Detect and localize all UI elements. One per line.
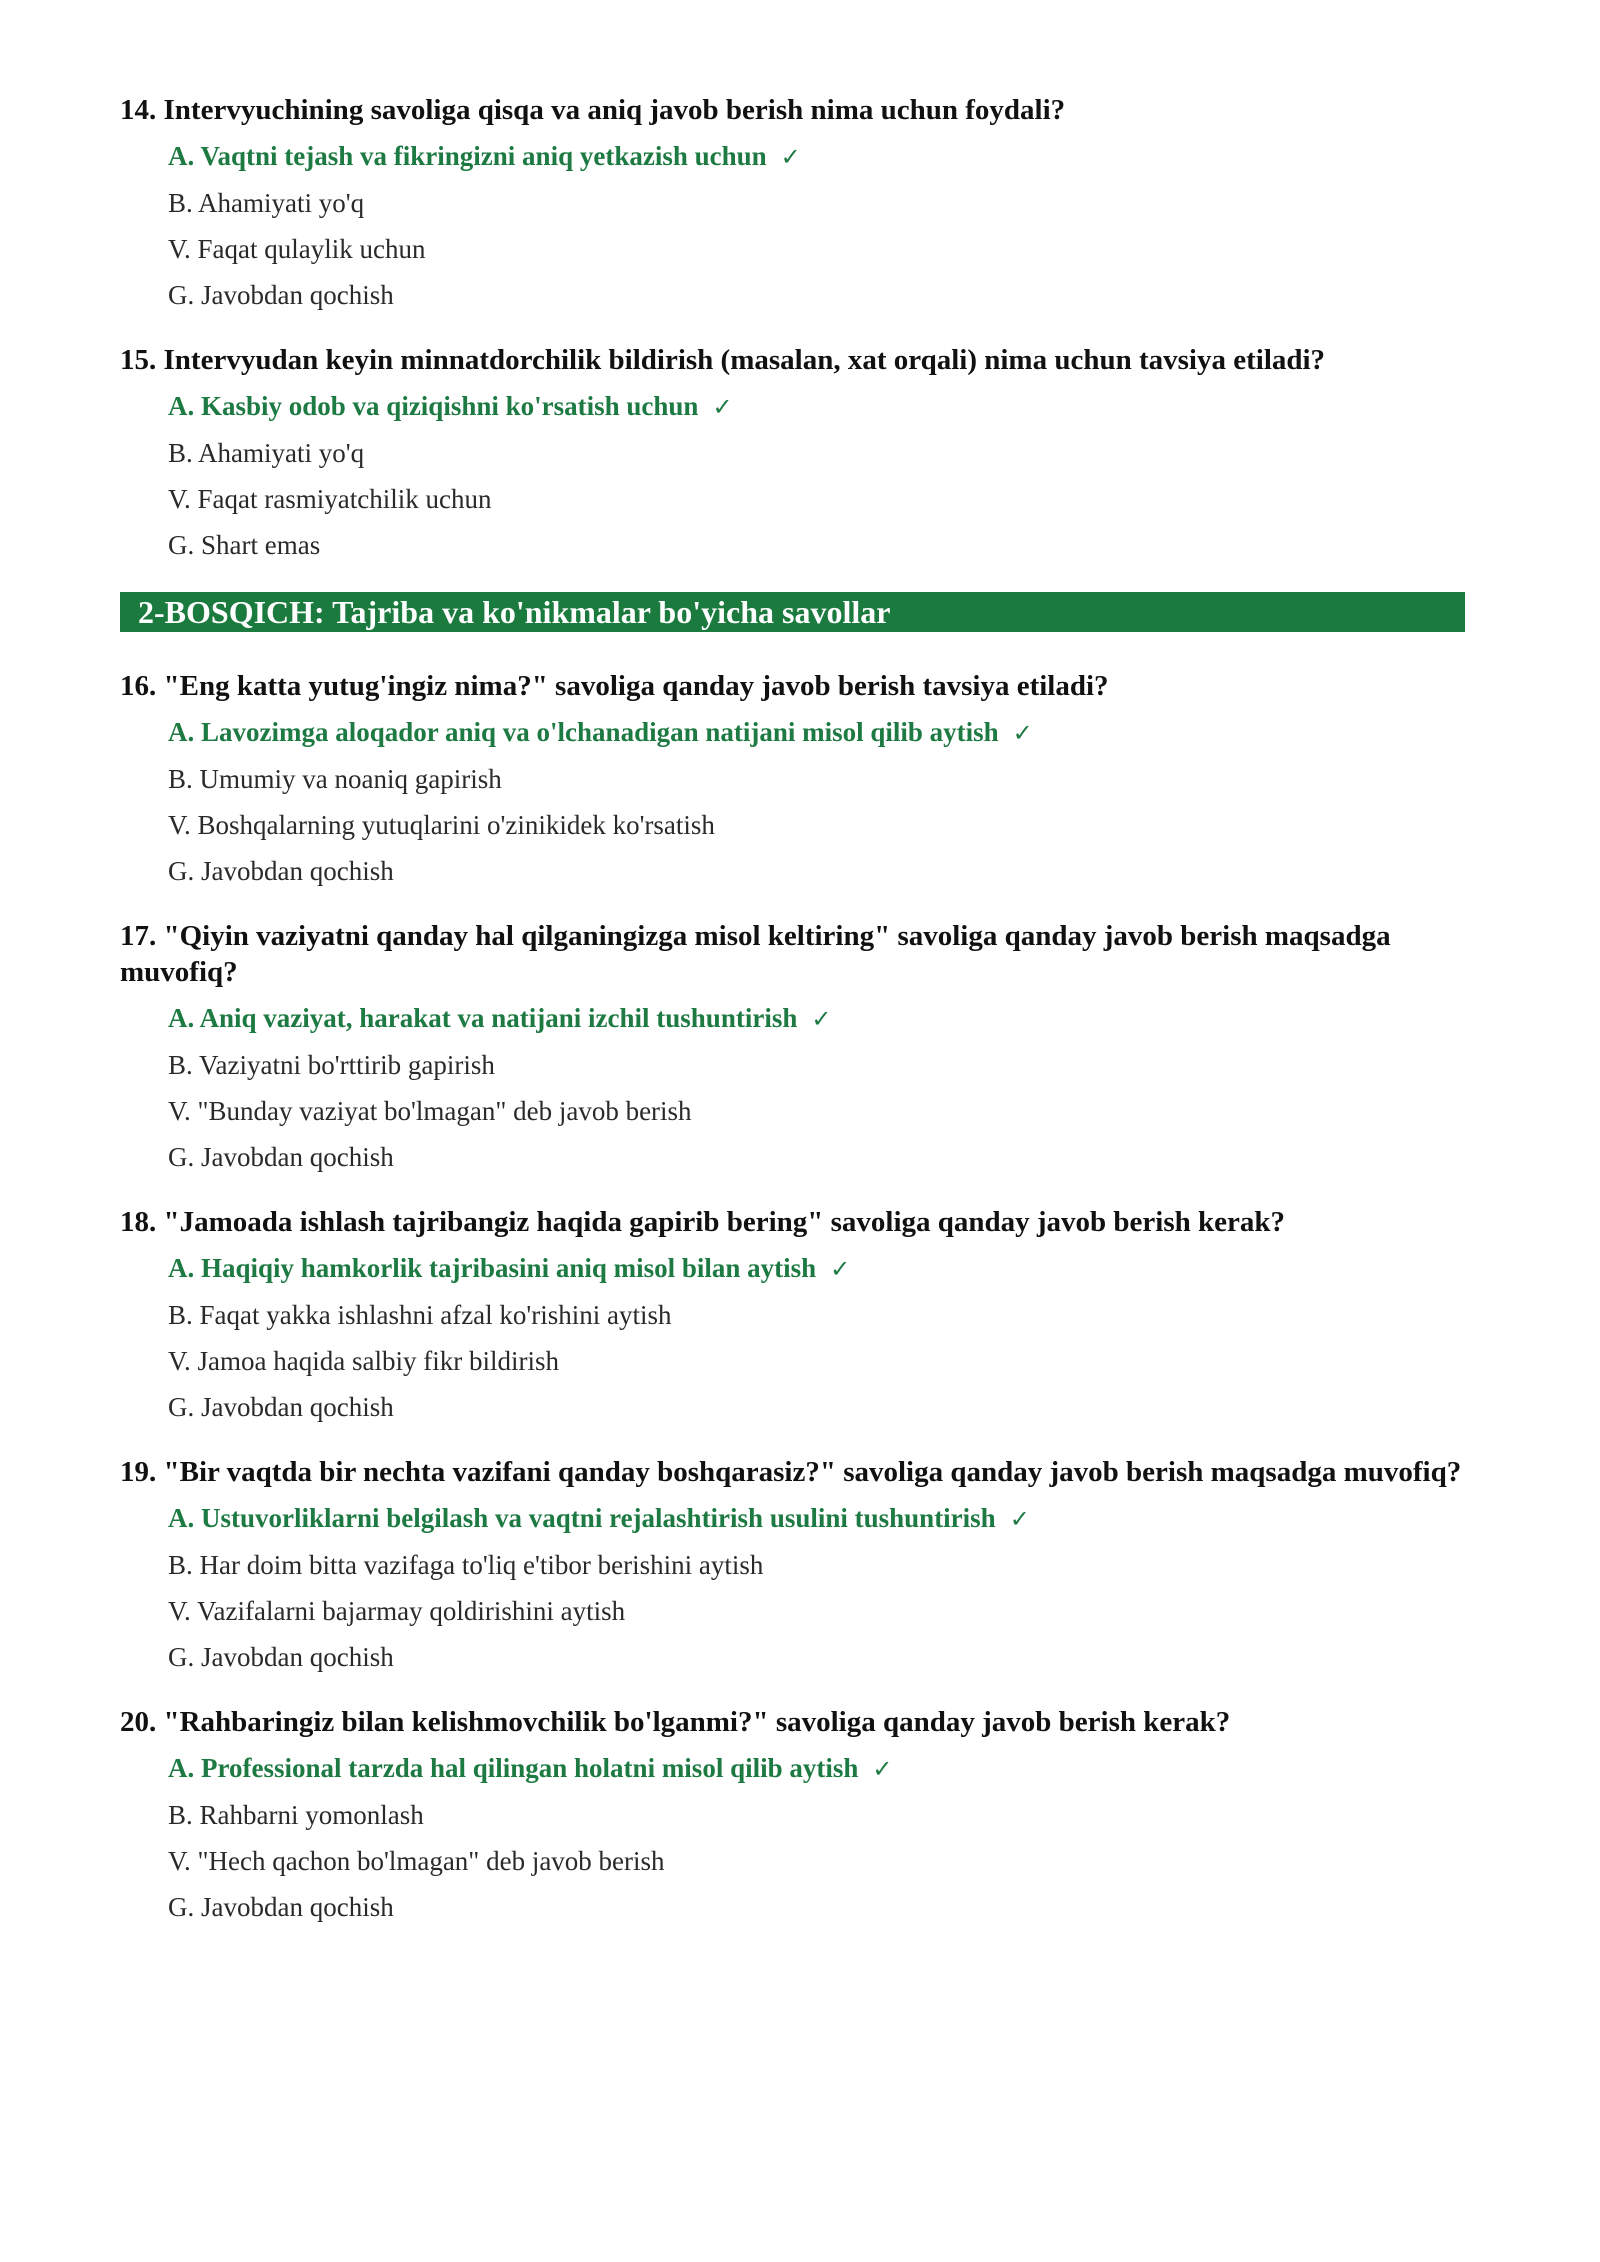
check-icon: ✓ [780,143,801,171]
question-block [120,1704,1465,1924]
answer-option-label: B. Faqat yakka ishlashni afzal ko'rishini aytish [168,1300,672,1330]
answer-option-label: V. Boshqalarning yutuqlarini o'zinikidek ko'rsatish [168,810,715,840]
answer-option-label: A. Vaqtni tejash va fikringizni aniq yetkazish uchun [168,141,767,171]
answer-option-label: G. Javobdan qochish [168,1392,394,1422]
answer-option-label: G. Javobdan qochish [168,1642,394,1672]
answer-option-label: A. Aniq vaziyat, harakat va natijani izchil tushuntirish [168,1003,798,1033]
check-icon: ✓ [830,1255,851,1283]
correct-answer-option [168,1501,1465,1536]
check-icon: ✓ [1012,719,1033,747]
quiz-page [120,92,1465,1954]
question-block [120,342,1465,562]
question-block [120,668,1465,888]
correct-answer-option [168,715,1465,750]
answer-option [168,854,1465,888]
correct-answer-option [168,1001,1465,1036]
answer-option [168,1298,1465,1332]
answer-option-label: V. "Bunday vaziyat bo'lmagan" deb javob berish [168,1096,692,1126]
answer-option [168,1548,1465,1582]
answer-option-label: V. "Hech qachon bo'lmagan" deb javob berish [168,1846,665,1876]
answer-option [168,482,1465,516]
answer-option [168,186,1465,220]
answer-option-label: G. Javobdan qochish [168,856,394,886]
answer-option [168,1344,1465,1378]
answer-options [120,389,1465,562]
question-block [120,918,1465,1174]
question-title: 14. Intervyuchining savoliga qisqa va aniq javob berish nima uchun foydali? [120,94,1066,126]
answer-option [168,528,1465,562]
question-block [120,1454,1465,1674]
answer-option [168,1594,1465,1628]
answer-option-label: B. Har doim bitta vazifaga to'liq e'tibor berishini aytish [168,1550,764,1580]
answer-option [168,1640,1465,1674]
answer-options [120,139,1465,312]
question-block [120,92,1465,312]
answer-option-label: A. Haqiqiy hamkorlik tajribasini aniq misol bilan aytish [168,1253,817,1283]
answer-option-label: B. Ahamiyati yo'q [168,188,365,218]
section-banner: 2-BOSQICH: Tajriba va ko'nikmalar bo'yicha savollar [120,592,1465,632]
answer-option-label: V. Jamoa haqida salbiy fikr bildirish [168,1346,559,1376]
answer-option-label: B. Ahamiyati yo'q [168,438,365,468]
correct-answer-option [168,139,1465,174]
answer-option [168,278,1465,312]
answer-option-label: B. Vaziyatni bo'rttirib gapirish [168,1050,495,1080]
answer-option [168,1048,1465,1082]
check-icon: ✓ [811,1005,832,1033]
answer-option-label: V. Faqat rasmiyatchilik uchun [168,484,492,514]
answer-options [120,715,1465,888]
answer-option [168,232,1465,266]
check-icon: ✓ [872,1755,893,1783]
answer-option-label: V. Faqat qulaylik uchun [168,234,426,264]
answer-option-label: B. Rahbarni yomonlash [168,1800,424,1830]
question-title: 18. "Jamoada ishlash tajribangiz haqida gapirib bering" savoliga qanday javob berish kerak? [120,1206,1286,1238]
answer-option-label: G. Javobdan qochish [168,280,394,310]
check-icon: ✓ [712,393,733,421]
correct-answer-option [168,389,1465,424]
answer-option-label: A. Professional tarzda hal qilingan holatni misol qilib aytish [168,1753,859,1783]
answer-option [168,436,1465,470]
check-icon: ✓ [1009,1505,1030,1533]
answer-option-label: A. Lavozimga aloqador aniq va o'lchanadigan natijani misol qilib aytish [168,717,999,747]
question-title: 19. "Bir vaqtda bir nechta vazifani qanday boshqarasiz?" savoliga qanday javob berish maqsadga muvofiq? [120,1456,1462,1488]
answer-option [168,1094,1465,1128]
answer-option-label: A. Ustuvorliklarni belgilash va vaqtni rejalashtirish usulini tushuntirish [168,1503,996,1533]
answer-option [168,1798,1465,1832]
answer-option-label: G. Javobdan qochish [168,1142,394,1172]
answer-option [168,1844,1465,1878]
answer-option-label: V. Vazifalarni bajarmay qoldirishini aytish [168,1596,626,1626]
answer-option-label: B. Umumiy va noaniq gapirish [168,764,502,794]
answer-option-label: G. Shart emas [168,530,321,560]
answer-option-label: G. Javobdan qochish [168,1892,394,1922]
answer-option [168,808,1465,842]
answer-options [120,1001,1465,1174]
answer-options [120,1501,1465,1674]
answer-options [120,1251,1465,1424]
answer-option-label: A. Kasbiy odob va qiziqishni ko'rsatish uchun [168,391,699,421]
answer-options [120,1751,1465,1924]
question-title: 20. "Rahbaringiz bilan kelishmovchilik bo'lganmi?" savoliga qanday javob berish kerak? [120,1706,1231,1738]
answer-option [168,1140,1465,1174]
question-title: 15. Intervyudan keyin minnatdorchilik bildirish (masalan, xat orqali) nima uchun tavsiya etiladi? [120,344,1326,376]
question-title: 16. "Eng katta yutug'ingiz nima?" savoliga qanday javob berish tavsiya etiladi? [120,670,1109,702]
correct-answer-option [168,1251,1465,1286]
answer-option [168,762,1465,796]
answer-option [168,1890,1465,1924]
correct-answer-option [168,1751,1465,1786]
answer-option [168,1390,1465,1424]
question-title: 17. "Qiyin vaziyatni qanday hal qilganingizga misol keltiring" savoliga qanday javob berish maqsadga muvofiq? [120,920,1391,988]
question-block [120,1204,1465,1424]
